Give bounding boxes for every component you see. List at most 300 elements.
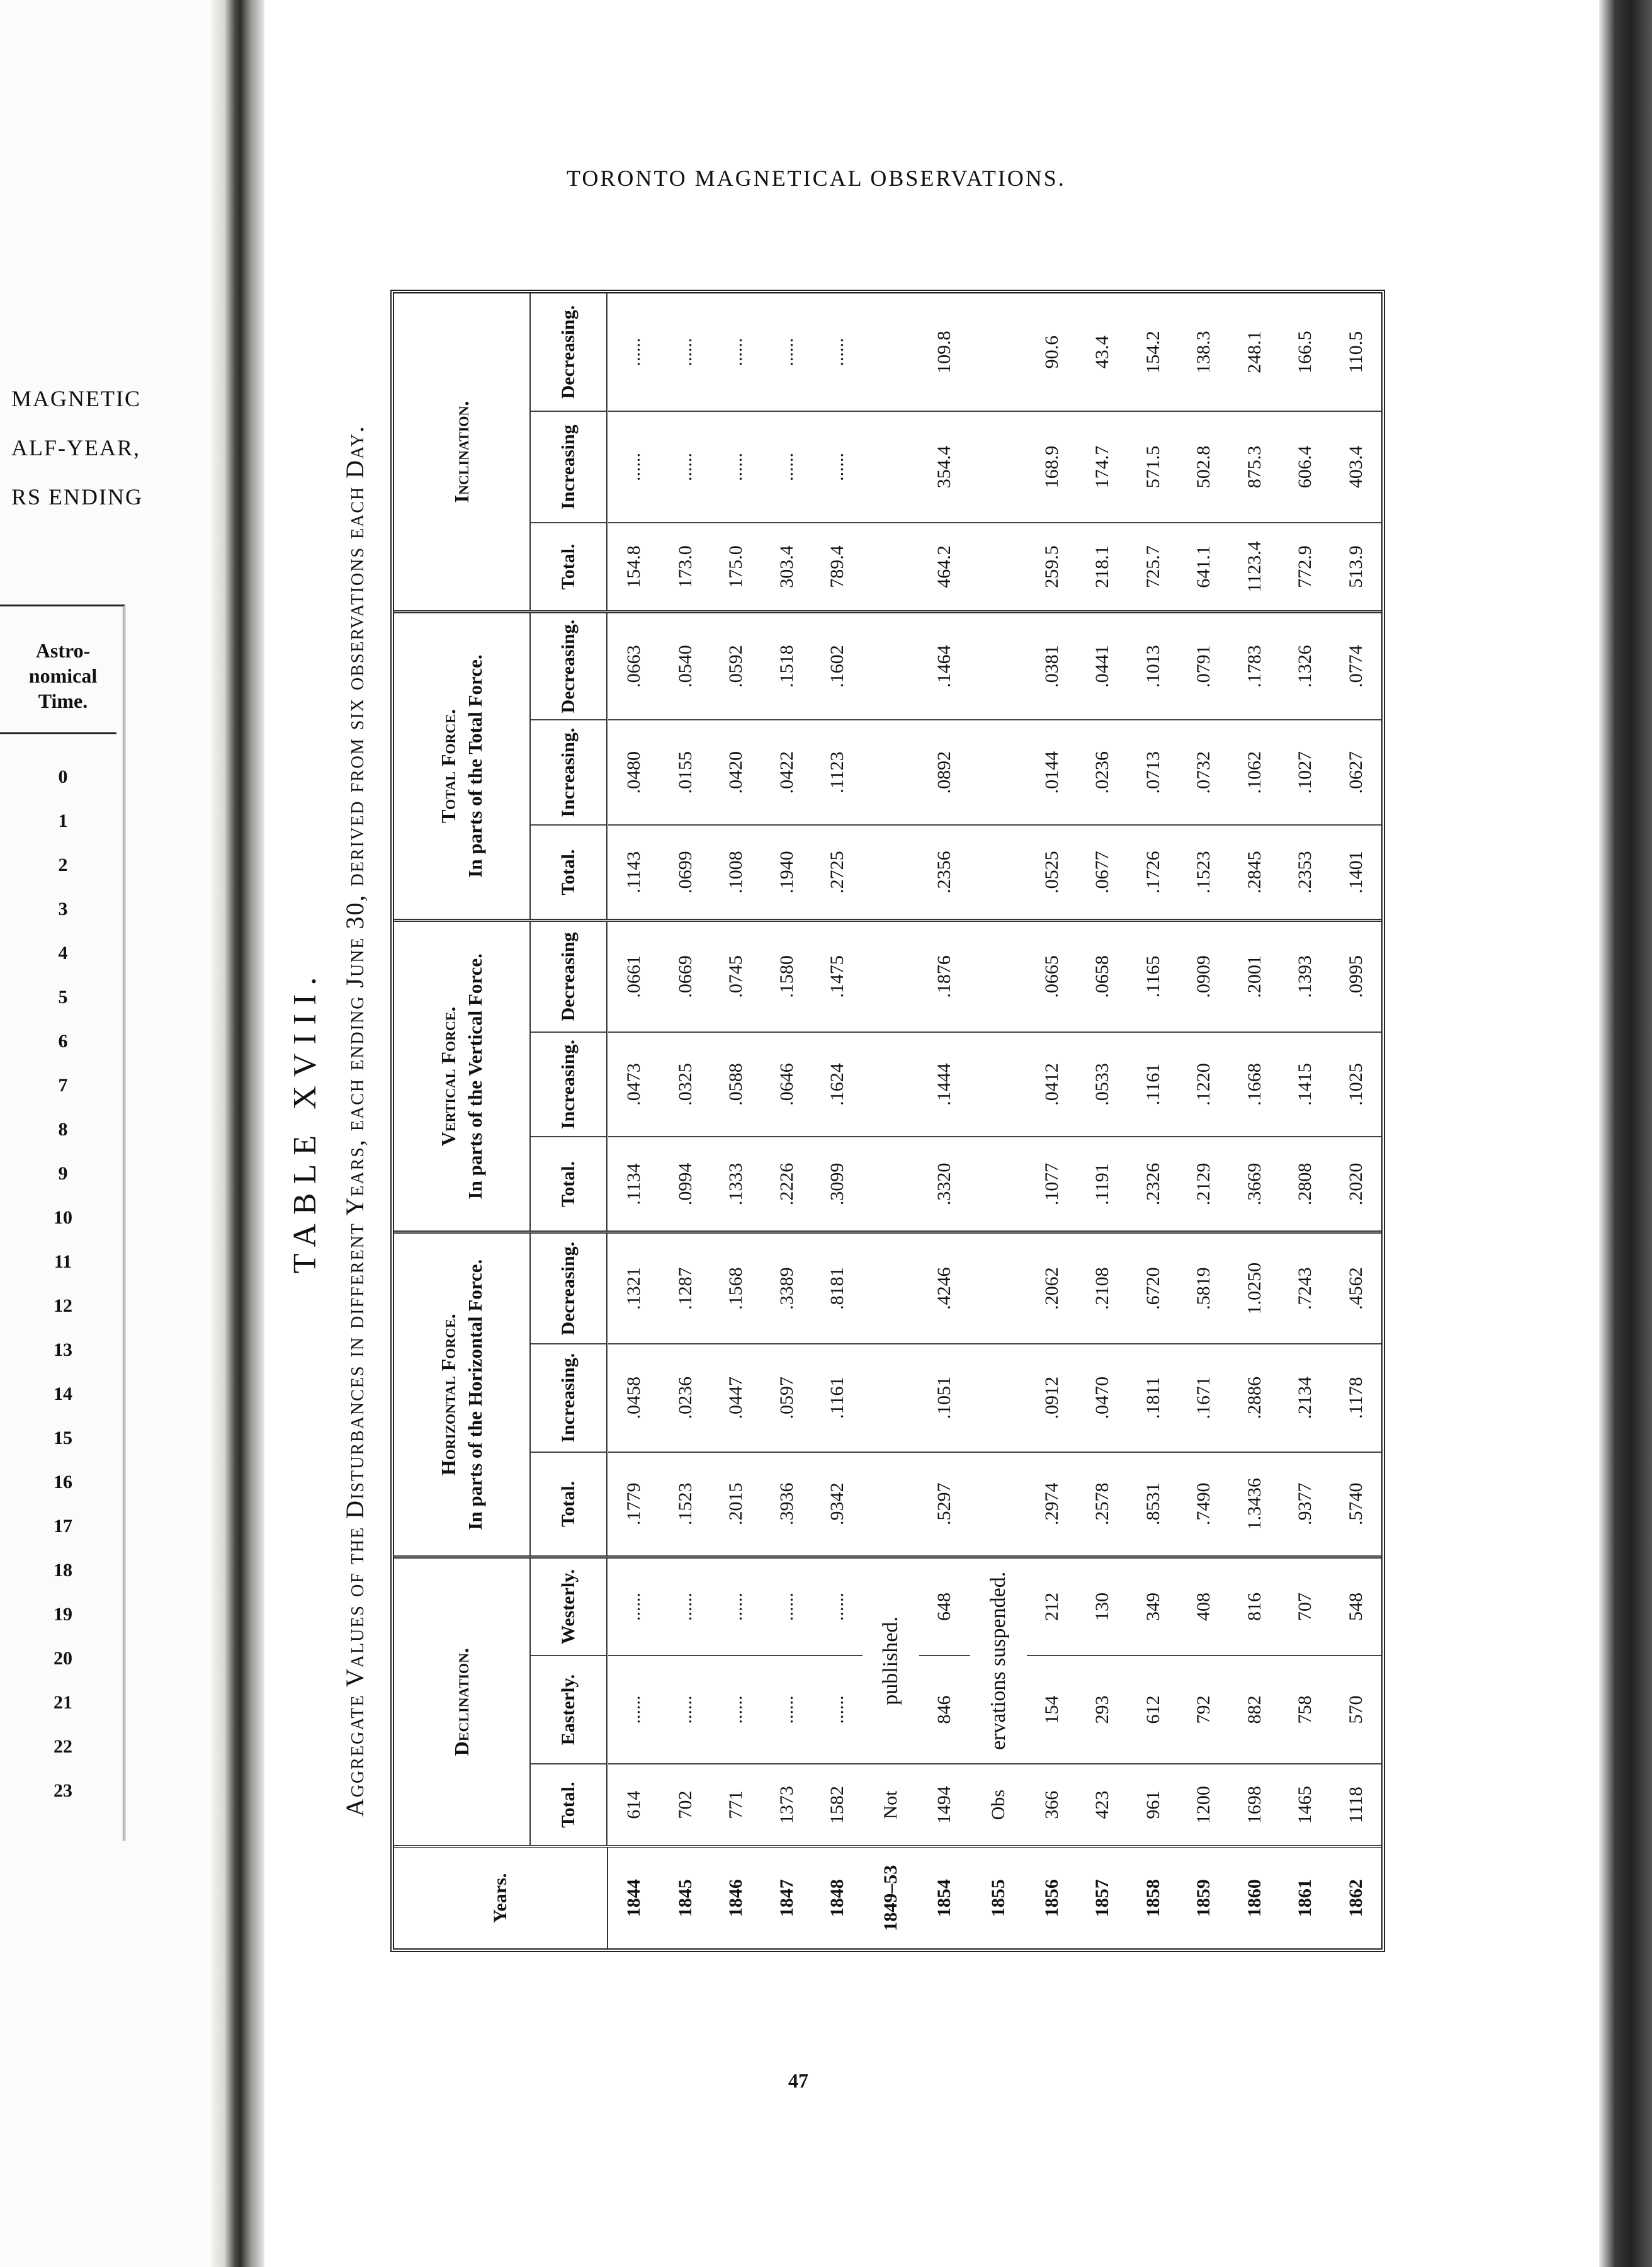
horizontal-decreasing-cell: .2062 <box>1027 1232 1077 1344</box>
total-force-title: Total Force. <box>436 709 460 824</box>
inclination-decreasing-cell: 154.2 <box>1128 293 1179 411</box>
year-cell: 1857 <box>1077 1846 1128 1948</box>
declination-easterly-cell: ...... <box>608 1656 660 1764</box>
inclination-decreasing-header: Decreasing. <box>530 293 608 411</box>
vertical-decreasing-cell <box>970 921 1027 1032</box>
inclination-total-cell: 772.9 <box>1280 523 1330 612</box>
horizontal-decreasing-cell: .8181 <box>812 1232 863 1344</box>
hour-label: 12 <box>54 1295 72 1316</box>
total-force-total-cell: .0525 <box>1027 825 1077 921</box>
vertical-increasing-cell: .1161 <box>1128 1032 1179 1137</box>
year-cell: 1849–53 <box>863 1846 919 1948</box>
table-row <box>863 293 919 1948</box>
total-force-increasing-cell: .0236 <box>1077 720 1128 825</box>
inclination-decreasing-cell: 109.8 <box>919 293 970 411</box>
vertical-total-cell <box>970 1137 1027 1232</box>
total-force-decreasing-cell: .1464 <box>919 611 970 720</box>
page-number: 47 <box>788 2069 808 2092</box>
table-row <box>660 293 711 1948</box>
horizontal-decreasing-cell: .2108 <box>1077 1232 1128 1344</box>
left-fragment-magnetic: MAGNETIC <box>11 386 141 411</box>
total-force-decreasing-cell: .1518 <box>761 611 812 720</box>
horizontal-decreasing-cell: .7243 <box>1280 1232 1330 1344</box>
year-cell: 1861 <box>1280 1846 1330 1948</box>
declination-total-cell: 1582 <box>827 1786 848 1824</box>
vertical-increasing-cell: .0646 <box>761 1032 812 1137</box>
vertical-increasing-cell <box>970 1032 1027 1137</box>
horizontal-increasing-cell: .0470 <box>1077 1344 1128 1452</box>
total-force-decreasing-cell: .0381 <box>1027 611 1077 720</box>
total-force-total-cell <box>863 825 919 921</box>
inclination-increasing-cell: ...... <box>812 411 863 523</box>
horizontal-decreasing-cell: .5819 <box>1179 1232 1229 1344</box>
vertical-increasing-cell: .1668 <box>1229 1032 1279 1137</box>
inclination-total-cell: 513.9 <box>1330 523 1381 612</box>
declination-total-cell: 1118 <box>1345 1787 1366 1823</box>
year-cell: 1855 <box>970 1846 1027 1948</box>
vertical-total-cell: .2226 <box>761 1137 812 1232</box>
hour-label: 8 <box>58 1119 68 1140</box>
astronomical-time-header: Astro-nomical Time. <box>28 639 98 712</box>
vertical-total-cell <box>863 1137 919 1232</box>
table-title: TABLE XVIII. <box>287 968 323 1274</box>
table-row <box>970 293 1027 1948</box>
vertical-total-cell: .2020 <box>1330 1137 1381 1232</box>
hour-label: 4 <box>58 943 68 963</box>
vertical-decreasing-cell: .0658 <box>1077 921 1128 1032</box>
table-row <box>711 293 761 1948</box>
hour-label: 19 <box>54 1604 72 1625</box>
years-header: Years. <box>394 1846 608 1948</box>
horizontal-increasing-cell: .2886 <box>1229 1344 1279 1452</box>
vertical-increasing-cell: .1624 <box>812 1032 863 1137</box>
vertical-force-subtitle: In parts of the Vertical Force. <box>464 953 487 1200</box>
vertical-increasing-cell: .1444 <box>919 1032 970 1137</box>
inclination-total-cell: 789.4 <box>812 523 863 612</box>
horizontal-decreasing-cell: .1321 <box>608 1232 660 1344</box>
year-cell: 1859 <box>1179 1846 1229 1948</box>
inclination-decreasing-cell <box>863 293 919 411</box>
total-force-increasing-cell: .1027 <box>1280 720 1330 825</box>
vertical-increasing-cell: .0588 <box>711 1032 761 1137</box>
inclination-total-header: Total. <box>530 523 608 612</box>
vertical-decreasing-cell: .1393 <box>1280 921 1330 1032</box>
inclination-decreasing-cell: ...... <box>761 293 812 411</box>
vertical-total-cell: .1077 <box>1027 1137 1077 1232</box>
vertical-total-cell: .0994 <box>660 1137 711 1232</box>
hour-label: 20 <box>54 1648 72 1669</box>
declination-westerly-cell: 816 <box>1229 1557 1279 1656</box>
declination-total-cell: 1494 <box>934 1786 955 1824</box>
year-cell: 1862 <box>1330 1846 1381 1948</box>
total-force-increasing-cell: .0422 <box>761 720 812 825</box>
declination-westerly-cell: ...... <box>761 1557 812 1656</box>
hour-label: 13 <box>54 1339 72 1360</box>
declination-easterly-cell: 293 <box>1077 1656 1128 1764</box>
horizontal-total-cell: 1.3436 <box>1229 1452 1279 1557</box>
book-gutter <box>211 0 264 2267</box>
horizontal-increasing-cell: .1811 <box>1128 1344 1179 1452</box>
vertical-decreasing-header: Decreasing <box>530 921 608 1032</box>
table-row <box>1229 293 1279 1948</box>
inclination-increasing-cell: ...... <box>608 411 660 523</box>
horizontal-decreasing-cell: .4246 <box>919 1232 970 1344</box>
inclination-increasing-cell: 875.3 <box>1229 411 1279 523</box>
page-edge <box>1599 0 1652 2267</box>
total-force-increasing-cell: .0627 <box>1330 720 1381 825</box>
horizontal-increasing-cell: .0597 <box>761 1344 812 1452</box>
total-force-increasing-cell: .0144 <box>1027 720 1077 825</box>
inclination-decreasing-cell: 248.1 <box>1229 293 1279 411</box>
declination-total-cell: 366 <box>1041 1790 1062 1819</box>
inclination-increasing-cell: ...... <box>711 411 761 523</box>
inclination-decreasing-cell: 110.5 <box>1330 293 1381 411</box>
horizontal-increasing-cell: .0447 <box>711 1344 761 1452</box>
vertical-force-group-header <box>394 921 530 1232</box>
inclination-total-cell <box>863 523 919 612</box>
declination-total-cell: 1698 <box>1243 1786 1265 1824</box>
inclination-increasing-cell: 354.4 <box>919 411 970 523</box>
row-note-cell: published. <box>863 1557 919 1763</box>
horizontal-increasing-cell <box>863 1344 919 1452</box>
inclination-total-cell: 725.7 <box>1128 523 1179 612</box>
horizontal-decreasing-cell <box>863 1232 919 1344</box>
vertical-total-cell: .3320 <box>919 1137 970 1232</box>
header-rule <box>0 732 116 734</box>
declination-westerly-cell: ...... <box>812 1557 863 1656</box>
horizontal-increasing-cell: .0912 <box>1027 1344 1077 1452</box>
horizontal-increasing-cell: .1178 <box>1330 1344 1381 1452</box>
horizontal-force-subtitle: In parts of the Horizontal Force. <box>464 1259 487 1530</box>
table-row <box>761 293 812 1948</box>
declination-total-cell: 614 <box>623 1790 645 1819</box>
total-force-decreasing-cell: .0540 <box>660 611 711 720</box>
declination-westerly-cell: 707 <box>1280 1557 1330 1656</box>
total-force-increasing-cell <box>863 720 919 825</box>
total-force-increasing-cell: .0480 <box>608 720 660 825</box>
running-head: TORONTO MAGNETICAL OBSERVATIONS. <box>567 166 1066 191</box>
declination-easterly-cell: 792 <box>1179 1656 1229 1764</box>
horizontal-increasing-cell: .0236 <box>660 1344 711 1452</box>
total-force-decreasing-cell: .1602 <box>812 611 863 720</box>
total-force-decreasing-cell: .1013 <box>1128 611 1179 720</box>
horizontal-total-cell: .2578 <box>1077 1452 1128 1557</box>
declination-westerly-cell: ...... <box>608 1557 660 1656</box>
hour-label: 2 <box>58 855 68 875</box>
year-cell: 1846 <box>711 1846 761 1948</box>
declination-total-cell: 702 <box>674 1790 696 1819</box>
declination-easterly-cell: ...... <box>711 1656 761 1764</box>
horizontal-increasing-cell: .1161 <box>812 1344 863 1452</box>
total-force-decreasing-header: Decreasing. <box>530 611 608 720</box>
vertical-total-cell: .2129 <box>1179 1137 1229 1232</box>
total-force-total-cell: .0699 <box>660 825 711 921</box>
vertical-decreasing-cell: .1165 <box>1128 921 1179 1032</box>
vertical-increasing-header: Increasing. <box>530 1032 608 1137</box>
inclination-total-cell: 303.4 <box>761 523 812 612</box>
inclination-total-cell: 464.2 <box>919 523 970 612</box>
declination-westerly-cell: 349 <box>1128 1557 1179 1656</box>
inclination-total-cell: 175.0 <box>711 523 761 612</box>
total-force-increasing-cell: .1062 <box>1229 720 1279 825</box>
table-subtitle: Aggregate Values of the Disturbances in different Years, each ending June 30, derived from six observations each Day. <box>341 424 369 1817</box>
total-force-total-header: Total. <box>530 825 608 921</box>
declination-easterly-cell: 846 <box>919 1656 970 1764</box>
horizontal-increasing-cell: .1051 <box>919 1344 970 1452</box>
total-force-increasing-header: Increasing. <box>530 720 608 825</box>
inclination-increasing-cell: ...... <box>660 411 711 523</box>
declination-total-cell: Obs <box>987 1789 1009 1821</box>
total-force-total-cell: .2356 <box>919 825 970 921</box>
horizontal-total-cell: .5297 <box>919 1452 970 1557</box>
horizontal-total-cell <box>970 1452 1027 1557</box>
declination-easterly-cell: ...... <box>660 1656 711 1764</box>
year-cell: 1844 <box>608 1846 660 1948</box>
total-force-decreasing-cell: .0441 <box>1077 611 1128 720</box>
horizontal-increasing-cell: .2134 <box>1280 1344 1330 1452</box>
horizontal-total-header: Total. <box>530 1452 608 1557</box>
inclination-total-cell: 173.0 <box>660 523 711 612</box>
table-row <box>1330 293 1381 1948</box>
table-row <box>1128 293 1179 1948</box>
year-cell: 1847 <box>761 1846 812 1948</box>
hour-label: 17 <box>54 1516 72 1537</box>
declination-westerly-cell: 212 <box>1027 1557 1077 1656</box>
total-force-total-cell: .1008 <box>711 825 761 921</box>
total-force-decreasing-cell: .0774 <box>1330 611 1381 720</box>
vertical-total-cell: .1333 <box>711 1137 761 1232</box>
year-cell: 1858 <box>1128 1846 1179 1948</box>
horizontal-total-cell: .1779 <box>608 1452 660 1557</box>
hour-label: 6 <box>58 1031 68 1052</box>
horizontal-decreasing-cell: .3389 <box>761 1232 812 1344</box>
vertical-increasing-cell: .0533 <box>1077 1032 1128 1137</box>
inclination-increasing-cell: 502.8 <box>1179 411 1229 523</box>
inclination-decreasing-cell: 138.3 <box>1179 293 1229 411</box>
vertical-increasing-cell: .0325 <box>660 1032 711 1137</box>
vertical-increasing-cell: .0473 <box>608 1032 660 1137</box>
vertical-increasing-cell: .1025 <box>1330 1032 1381 1137</box>
hour-label: 11 <box>54 1251 72 1272</box>
horizontal-decreasing-header: Decreasing. <box>530 1232 608 1344</box>
hour-label: 3 <box>58 899 68 919</box>
vertical-decreasing-cell: .0665 <box>1027 921 1077 1032</box>
rotated-table-block <box>287 208 1435 2034</box>
year-cell: 1856 <box>1027 1846 1077 1948</box>
inclination-increasing-header: Increasing <box>530 411 608 523</box>
total-force-total-cell <box>970 825 1027 921</box>
inclination-increasing-cell: 571.5 <box>1128 411 1179 523</box>
total-force-decreasing-cell: .0663 <box>608 611 660 720</box>
hour-label: 23 <box>54 1780 72 1801</box>
horizontal-force-group-header <box>394 1232 530 1557</box>
inclination-total-cell: 641.1 <box>1179 523 1229 612</box>
inclination-increasing-cell <box>970 411 1027 523</box>
horizontal-increasing-cell: .0458 <box>608 1344 660 1452</box>
vertical-increasing-cell: .1220 <box>1179 1032 1229 1137</box>
inclination-decreasing-cell: 166.5 <box>1280 293 1330 411</box>
disturbance-table-frame <box>390 290 1385 1952</box>
horizontal-total-cell: .2015 <box>711 1452 761 1557</box>
hour-label: 9 <box>58 1163 68 1184</box>
horizontal-total-cell: .1523 <box>660 1452 711 1557</box>
inclination-increasing-cell: 403.4 <box>1330 411 1381 523</box>
inclination-increasing-cell: 606.4 <box>1280 411 1330 523</box>
vertical-decreasing-cell: .0669 <box>660 921 711 1032</box>
declination-total-cell: 423 <box>1092 1790 1113 1819</box>
horizontal-decreasing-cell <box>970 1232 1027 1344</box>
horizontal-decreasing-cell: .4562 <box>1330 1232 1381 1344</box>
horizontal-increasing-cell <box>970 1344 1027 1452</box>
declination-westerly-cell: 648 <box>919 1557 970 1656</box>
vertical-decreasing-cell: .0909 <box>1179 921 1229 1032</box>
table-row <box>1077 293 1128 1948</box>
inclination-total-cell: 154.8 <box>608 523 660 612</box>
year-cell: 1860 <box>1229 1846 1279 1948</box>
vertical-total-cell: .3099 <box>812 1137 863 1232</box>
table-row <box>919 293 970 1948</box>
vertical-decreasing-cell: .0661 <box>608 921 660 1032</box>
hour-label: 14 <box>54 1383 72 1404</box>
total-force-increasing-cell: .0713 <box>1128 720 1179 825</box>
vertical-total-cell: .1191 <box>1077 1137 1128 1232</box>
total-force-total-cell: .1401 <box>1330 825 1381 921</box>
total-force-increasing-cell: .0732 <box>1179 720 1229 825</box>
total-force-subtitle: In parts of the Total Force. <box>464 654 487 878</box>
inclination-total-cell: 1123.4 <box>1229 523 1279 612</box>
hour-label: 5 <box>58 987 68 1008</box>
hour-label: 22 <box>54 1736 72 1757</box>
declination-westerly-cell: 130 <box>1077 1557 1128 1656</box>
inclination-group-header: Inclination. <box>394 293 530 611</box>
left-fragment-ending: RS ENDING <box>11 484 144 509</box>
total-force-increasing-cell: .0155 <box>660 720 711 825</box>
total-force-increasing-cell: .0420 <box>711 720 761 825</box>
year-cell: 1848 <box>812 1846 863 1948</box>
inclination-decreasing-cell <box>970 293 1027 411</box>
hour-label: 0 <box>58 766 68 787</box>
inclination-decreasing-cell: ...... <box>812 293 863 411</box>
total-force-decreasing-cell: .1326 <box>1280 611 1330 720</box>
hour-label: 15 <box>54 1428 72 1448</box>
table-row <box>1280 293 1330 1948</box>
vertical-decreasing-cell: .1876 <box>919 921 970 1032</box>
table-row <box>1027 293 1077 1948</box>
horizontal-decreasing-cell: .1287 <box>660 1232 711 1344</box>
year-cell: 1845 <box>660 1846 711 1948</box>
total-force-total-cell: .1940 <box>761 825 812 921</box>
horizontal-total-cell: .8531 <box>1128 1452 1179 1557</box>
vertical-total-cell: .2326 <box>1128 1137 1179 1232</box>
declination-total-cell: 1465 <box>1294 1786 1316 1824</box>
total-force-group-header <box>394 611 530 920</box>
declination-westerly-cell: ...... <box>660 1557 711 1656</box>
declination-group-header: Declination. <box>394 1557 530 1846</box>
horizontal-total-cell: .5740 <box>1330 1452 1381 1557</box>
row-note-cell: ervations suspended. <box>970 1557 1027 1763</box>
inclination-total-cell: 218.1 <box>1077 523 1128 612</box>
horizontal-total-cell: .3936 <box>761 1452 812 1557</box>
inclination-increasing-cell: 174.7 <box>1077 411 1128 523</box>
vertical-total-cell: .1134 <box>608 1137 660 1232</box>
left-fragment-half-year: ALF-YEAR, <box>11 435 140 460</box>
declination-total-cell: 961 <box>1142 1790 1163 1819</box>
total-force-decreasing-cell <box>970 611 1027 720</box>
declination-easterly-cell: 882 <box>1229 1656 1279 1764</box>
table-row <box>1179 293 1229 1948</box>
inclination-decreasing-cell: ...... <box>608 293 660 411</box>
total-force-decreasing-cell <box>863 611 919 720</box>
total-force-total-cell: .1523 <box>1179 825 1229 921</box>
total-force-increasing-cell <box>970 720 1027 825</box>
vertical-decreasing-cell: .2001 <box>1229 921 1279 1032</box>
left-page-fragment <box>0 0 211 2267</box>
horizontal-increasing-header: Increasing. <box>530 1344 608 1452</box>
declination-westerly-cell: 548 <box>1330 1557 1381 1656</box>
horizontal-total-cell: .7490 <box>1179 1452 1229 1557</box>
hour-label: 21 <box>54 1692 72 1713</box>
total-force-decreasing-cell: .0791 <box>1179 611 1229 720</box>
inclination-decreasing-cell: 90.6 <box>1027 293 1077 411</box>
vertical-total-header: Total. <box>530 1137 608 1232</box>
vertical-force-title: Vertical Force. <box>436 1006 460 1147</box>
table-row <box>812 293 863 1948</box>
vertical-decreasing-cell: .1475 <box>812 921 863 1032</box>
declination-total-cell: Not <box>880 1790 902 1819</box>
vertical-decreasing-cell: .0995 <box>1330 921 1381 1032</box>
declination-total-cell: 1200 <box>1193 1786 1214 1824</box>
declination-easterly-cell: ...... <box>761 1656 812 1764</box>
declination-westerly-header: Westerly. <box>530 1557 608 1656</box>
inclination-decreasing-cell: ...... <box>660 293 711 411</box>
hour-label: 10 <box>54 1207 72 1228</box>
hour-label: 1 <box>58 810 68 831</box>
horizontal-total-cell: .2974 <box>1027 1452 1077 1557</box>
declination-easterly-cell: ...... <box>812 1656 863 1764</box>
inclination-increasing-cell: ...... <box>761 411 812 523</box>
horizontal-decreasing-cell: 1.0250 <box>1229 1232 1279 1344</box>
horizontal-increasing-cell: .1671 <box>1179 1344 1229 1452</box>
total-force-increasing-cell: .1123 <box>812 720 863 825</box>
horizontal-decreasing-cell: .6720 <box>1128 1232 1179 1344</box>
inclination-decreasing-cell: 43.4 <box>1077 293 1128 411</box>
inclination-decreasing-cell: ...... <box>711 293 761 411</box>
declination-westerly-cell: 408 <box>1179 1557 1229 1656</box>
total-force-total-cell: .1143 <box>608 825 660 921</box>
horizontal-total-cell <box>863 1452 919 1557</box>
disturbance-table <box>394 293 1381 1948</box>
hour-label: 7 <box>58 1075 68 1096</box>
horizontal-force-title: Horizontal Force. <box>436 1314 460 1476</box>
total-force-total-cell: .2845 <box>1229 825 1279 921</box>
inclination-increasing-cell: 168.9 <box>1027 411 1077 523</box>
inclination-increasing-cell <box>863 411 919 523</box>
declination-total-cell: 771 <box>725 1790 747 1819</box>
vertical-increasing-cell <box>863 1032 919 1137</box>
total-force-total-cell: .2353 <box>1280 825 1330 921</box>
vertical-decreasing-cell <box>863 921 919 1032</box>
vertical-total-cell: .2808 <box>1280 1137 1330 1232</box>
vertical-total-cell: .3669 <box>1229 1137 1279 1232</box>
horizontal-total-cell: .9377 <box>1280 1452 1330 1557</box>
total-force-increasing-cell: .0892 <box>919 720 970 825</box>
total-force-total-cell: .1726 <box>1128 825 1179 921</box>
declination-total-cell: 1373 <box>776 1786 797 1824</box>
inclination-total-cell: 259.5 <box>1027 523 1077 612</box>
total-force-decreasing-cell: .1783 <box>1229 611 1279 720</box>
table-row <box>608 293 660 1948</box>
horizontal-decreasing-cell: .1568 <box>711 1232 761 1344</box>
